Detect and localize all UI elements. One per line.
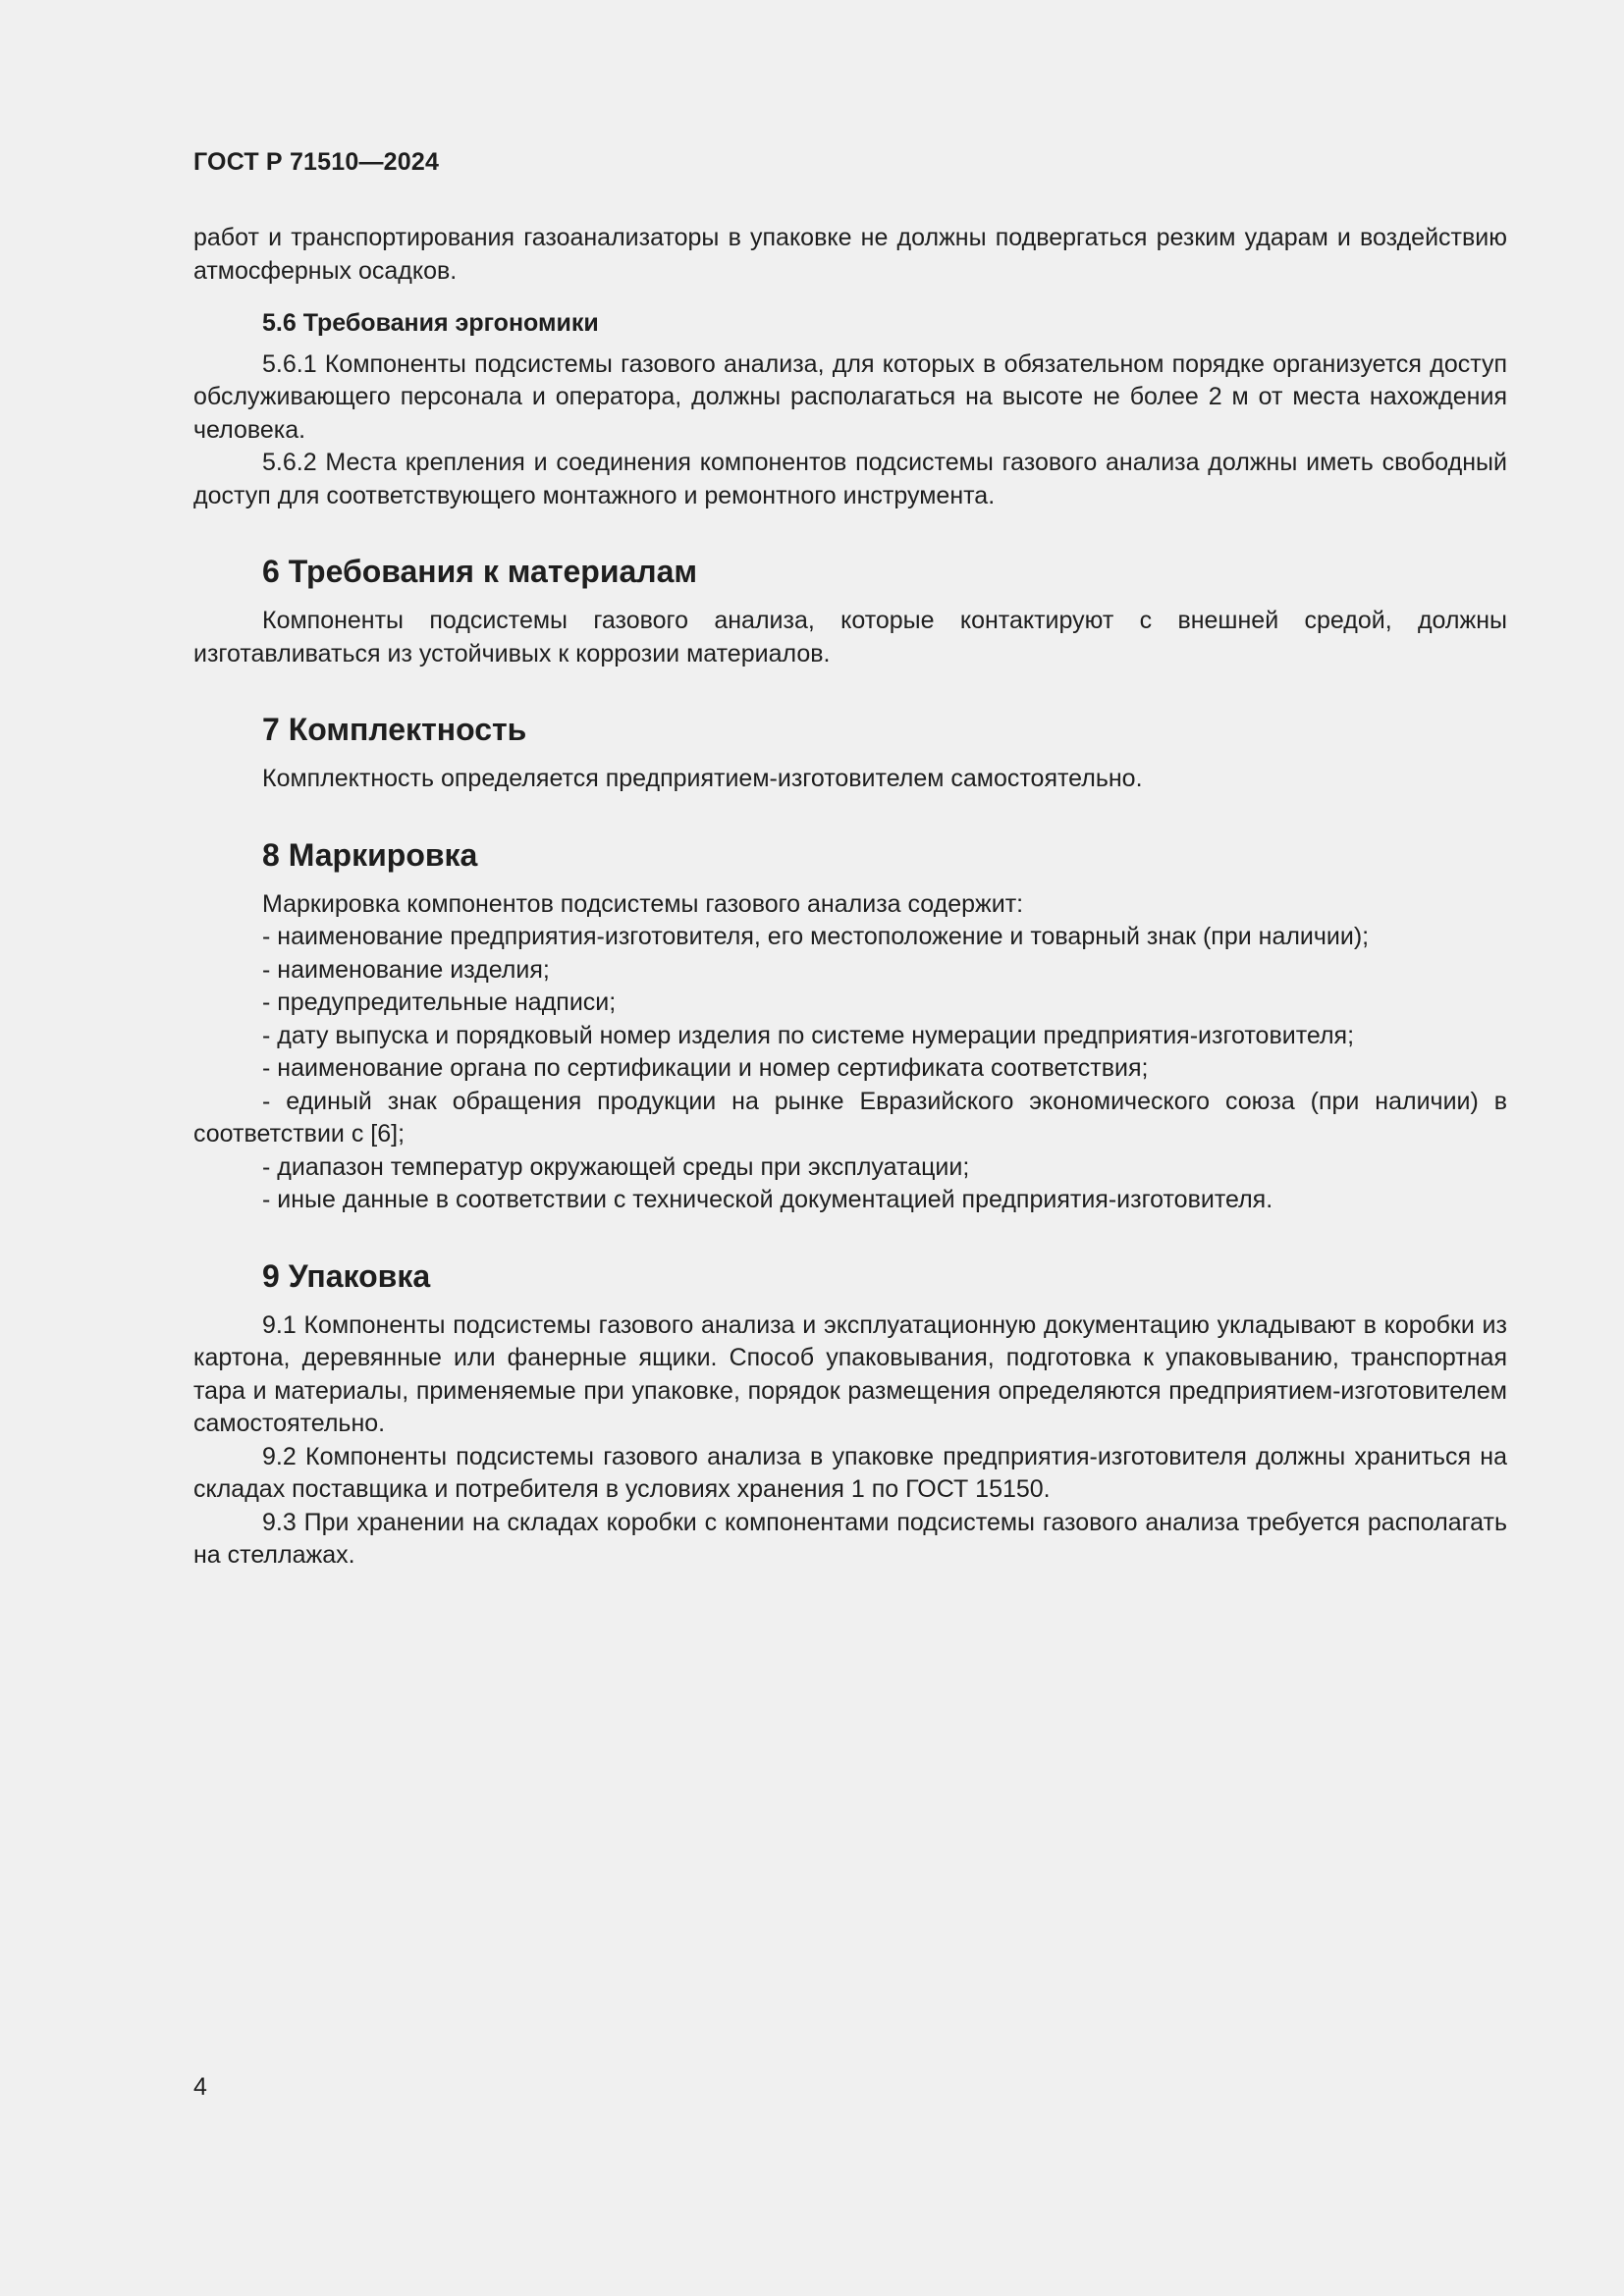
list-item: - диапазон температур окружающей среды при эксплуатации; [262,1152,970,1181]
continuation-paragraph: работ и транспортирования газоанализаторы в упаковке не должны подвергаться резким ударам и воздействию атмосферных осадков. [193,224,1507,285]
list-item: - предупредительные надписи; [262,988,617,1016]
paragraph-5-6-1: 5.6.1 Компоненты подсистемы газового анализа, для которых в обязательном порядке организуется доступ обслуживающего персонала и оператора, должны располагаться на высоте не более 2 м от места нахождения человека. [193,349,1507,444]
paragraph-7: Комплектность определяется предприятием-изготовителем самостоятельно. [262,765,1143,792]
paragraph-9-1: 9.1 Компоненты подсистемы газового анализа и эксплуатационную документацию укладывают в коробки из картона, деревянные или фанерные ящики. Способ упаковывания, подготовка к упаковыванию, транспортная тара и материалы, применяемые при упаковке, порядок размещения определяются предприятием-изготовителем самостоятельно. [193,1310,1507,1437]
subsection-5-6-title: 5.6 Требования эргономики [262,309,599,337]
document-code: ГОСТ Р 71510—2024 [193,148,440,176]
list-item: - наименование предприятия-изготовителя, его местоположение и товарный знак (при наличии); [262,923,1370,950]
section-6-title: 6 Требования к материалам [262,554,698,589]
list-item: - иные данные в соответствии с технической документацией предприятия-изготовителя. [262,1186,1273,1213]
list-item: - наименование органа по сертификации и номер сертификата соответствия; [262,1054,1149,1082]
marking-list [193,921,1507,1217]
section-7-title: 7 Комплектность [262,712,527,747]
document-body [193,222,1507,1573]
paragraph-9-3: 9.3 При хранении на складах коробки с компонентами подсистемы газового анализа требуется располагать на стеллажах. [193,1508,1507,1569]
list-item: - наименование изделия; [262,955,550,984]
paragraph-5-6-2: 5.6.2 Места крепления и соединения компонентов подсистемы газового анализа должны иметь свободный доступ для соответствующего монтажного и ремонтного инструмента. [193,449,1507,509]
list-item: - единый знак обращения продукции на рынке Евразийского экономического союза (при наличии) в соответствии с [6]; [193,1087,1507,1148]
page-number: 4 [193,2073,207,2101]
paragraph-9-2: 9.2 Компоненты подсистемы газового анализа в упаковке предприятия-изготовителя должны храниться на складах поставщика и потребителя в условиях хранения 1 по ГОСТ 15150. [193,1442,1507,1503]
list-item: - дату выпуска и порядковый номер изделия по системе нумерации предприятия-изготовителя; [262,1021,1355,1049]
paragraph-6: Компоненты подсистемы газового анализа, которые контактируют с внешней средой, должны изготавливаться из устойчивых к коррозии материалов. [193,607,1507,667]
marking-intro: Маркировка компонентов подсистемы газового анализа содержит: [262,889,1024,918]
section-9-title: 9 Упаковка [262,1257,431,1294]
section-8-title: 8 Маркировка [262,836,478,873]
